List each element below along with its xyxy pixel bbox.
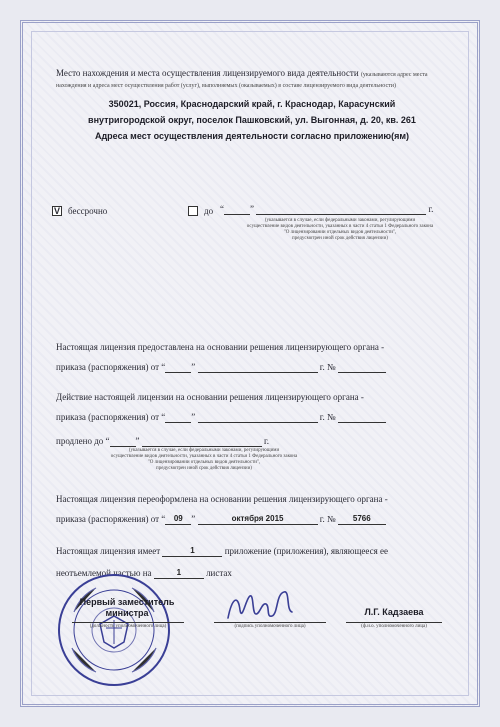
- extended-row: продлено до “ ” г.: [56, 436, 269, 446]
- appendix-sheets: 1: [154, 568, 204, 579]
- until-date-open: “ ” г.: [220, 204, 434, 214]
- reissued-month-year: октября 2015: [198, 514, 318, 525]
- indefinite-checkbox[interactable]: V: [53, 206, 60, 216]
- signatory-position: Первый заместитель министра: [79, 597, 175, 618]
- reissued-line: Настоящая лицензия переоформлена на основании решения лицензирующего органа -: [56, 494, 388, 504]
- address-line-1: 350021, Россия, Краснодарский край, г. Краснодар, Карасунский: [108, 99, 396, 109]
- appendix-count: 1: [162, 546, 222, 557]
- official-seal-stamp: [56, 572, 172, 688]
- position-caption: (должность уполномоченного лица): [89, 624, 167, 629]
- appendix-sheets-row: неотъемлемой частью на 1 листах: [56, 568, 232, 578]
- indefinite-label: бессрочно: [68, 206, 108, 216]
- until-checkbox[interactable]: [188, 206, 198, 216]
- until-label: до: [204, 206, 214, 216]
- basis-order-row: приказа (распоряжения) от “ ” г. №: [56, 362, 456, 373]
- signatory-name: Л.Г. Кадзаева: [364, 607, 424, 617]
- basis-line: Настоящая лицензия предоставлена на основании решения лицензирующего органа -: [56, 342, 385, 352]
- name-caption: (ф.и.о. уполномоченного лица): [361, 624, 427, 629]
- address-header: Место нахождения и места осуществления лицензируемого вида деятельности (указываются адрес места нахождения и адреса мест осуществления работ (услуг), выполняемых (оказываемых) в составе лицензируемого вида деятельности): [56, 68, 428, 89]
- address-line-2: внутригородской округ, поселок Пашковский, ул. Выгонная, д. 20, кв. 261: [88, 115, 416, 125]
- reissued-order-row: приказа (распоряжения) от “ 09 ” октября 2015 г. № 5766: [56, 514, 456, 525]
- signature-caption: (подпись уполномоченного лица): [234, 624, 306, 629]
- address-line-3: Адреса мест осуществления деятельности согласно приложению(ям): [94, 131, 410, 141]
- term-note: (указывается в случае, если федеральными законами, регулирующими осуществление видов деятельности, указанных в части 4 статьи 1 Федерального закона "О лицензировании отдельных видов деятельности", предусмотрен иной срок действия лицензии): [246, 218, 434, 241]
- appendix-row: Настоящая лицензия имеет 1 приложение (приложения), являющееся ее: [56, 546, 388, 556]
- action-order-row: приказа (распоряжения) от “ ” г. №: [56, 412, 456, 423]
- reissued-number: 5766: [338, 514, 386, 525]
- extended-note: (указывается в случае, если федеральными законами, регулирующими осуществление видов деятельности, указанных в части 4 статьи 1 Федерального закона "О лицензировании отдельных видов деятельности", предусмотрен иной срок действия лицензии): [110, 448, 298, 471]
- reissued-day: 09: [165, 514, 191, 525]
- action-line: Действие настоящей лицензии на основании решения лицензирующего органа -: [56, 392, 364, 402]
